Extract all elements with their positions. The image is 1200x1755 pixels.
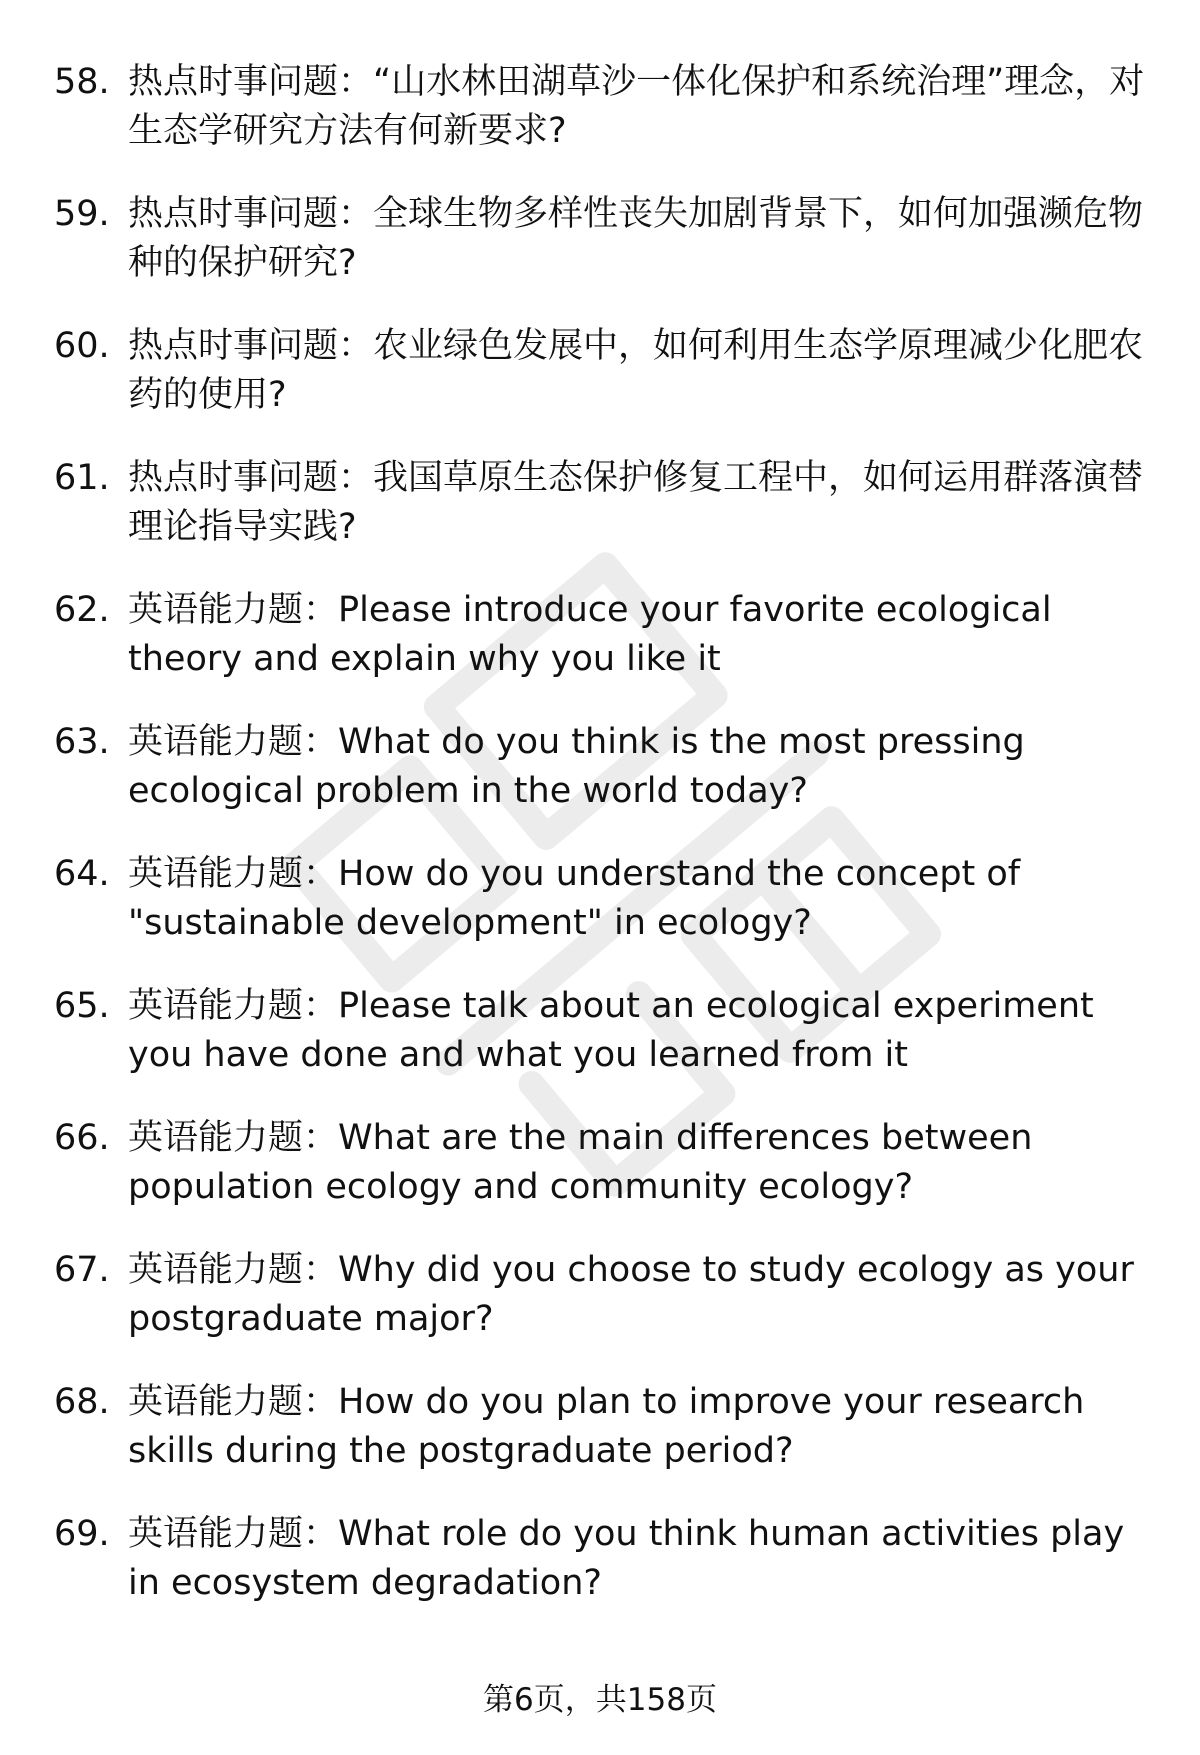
question-text: Why did you choose to study ecology as your postgraduate major? [128,1250,1134,1339]
question-category: 英语能力题 [128,1514,304,1554]
question-text-wrapper [128,1246,1152,1344]
question-text-wrapper [128,1378,1152,1476]
question-text-wrapper [128,718,1152,816]
question-text-wrapper [128,322,1152,420]
question-text: What role do you think human activities play in ecosystem degradation? [128,1514,1125,1603]
question-item [54,586,1154,718]
question-item [54,454,1154,586]
question-number: 63. [54,722,110,762]
question-separator: ： [338,62,374,102]
question-text-wrapper [128,586,1152,684]
question-text: 农业绿色发展中，如何利用生态学原理减少化肥农药的使用? [128,326,1144,415]
question-category: 英语能力题 [128,590,304,630]
question-item [54,1114,1154,1246]
question-separator: ： [303,986,339,1026]
question-separator: ： [303,1382,339,1422]
page-number-footer: 第6页，共158页 [483,1682,717,1718]
question-separator: ： [303,590,339,630]
question-item [54,190,1154,322]
question-item [54,1378,1154,1510]
question-separator: ： [338,326,374,366]
question-text-wrapper [128,1114,1152,1212]
question-category: 英语能力题 [128,1250,304,1290]
question-number: 65. [54,986,110,1026]
question-number: 59. [54,194,110,234]
question-category: 热点时事问题 [128,194,339,234]
question-item [54,718,1154,850]
question-list [54,58,1154,1642]
question-text: Please introduce your favorite ecological theory and explain why you like it [128,590,1052,679]
question-text-wrapper [128,190,1152,288]
question-text-wrapper [128,850,1152,948]
question-separator: ： [303,1118,339,1158]
question-text: 全球生物多样性丧失加剧背景下，如何加强濒危物种的保护研究? [128,194,1144,283]
question-category: 英语能力题 [128,1382,304,1422]
question-category: 热点时事问题 [128,458,339,498]
question-category: 热点时事问题 [128,62,339,102]
question-text-wrapper [128,454,1152,552]
question-number: 66. [54,1118,110,1158]
question-text-wrapper [128,58,1152,156]
question-category: 英语能力题 [128,854,304,894]
question-category: 英语能力题 [128,722,304,762]
question-text: Please talk about an ecological experiment you have done and what you learned from it [128,986,1094,1075]
question-number: 60. [54,326,110,366]
question-number: 62. [54,590,110,630]
question-item [54,982,1154,1114]
question-text: 我国草原生态保护修复工程中，如何运用群落演替理论指导实践? [128,458,1144,547]
question-separator: ： [303,854,339,894]
question-separator: ： [303,722,339,762]
question-number: 61. [54,458,110,498]
question-category: 英语能力题 [128,1118,304,1158]
question-number: 64. [54,854,110,894]
question-number: 68. [54,1382,110,1422]
question-separator: ： [338,194,374,234]
question-text: “山水林田湖草沙一体化保护和系统治理”理念，对生态学研究方法有何新要求? [128,62,1145,151]
question-number: 67. [54,1250,110,1290]
question-category: 热点时事问题 [128,326,339,366]
question-separator: ： [338,458,374,498]
question-text: What are the main differences between population ecology and community ecology? [128,1118,1033,1207]
question-item [54,58,1154,190]
question-text: What do you think is the most pressing ecological problem in the world today? [128,722,1025,811]
question-text: How do you understand the concept of "sustainable development" in ecology? [128,854,1021,943]
question-item [54,850,1154,982]
question-number: 58. [54,62,110,102]
question-text-wrapper [128,1510,1152,1608]
question-category: 英语能力题 [128,986,304,1026]
question-item [54,1246,1154,1378]
question-item [54,322,1154,454]
question-separator: ： [303,1250,339,1290]
question-text: How do you plan to improve your research skills during the postgraduate period? [128,1382,1085,1471]
question-number: 69. [54,1514,110,1554]
question-item [54,1510,1154,1642]
question-text-wrapper [128,982,1152,1080]
question-separator: ： [303,1514,339,1554]
